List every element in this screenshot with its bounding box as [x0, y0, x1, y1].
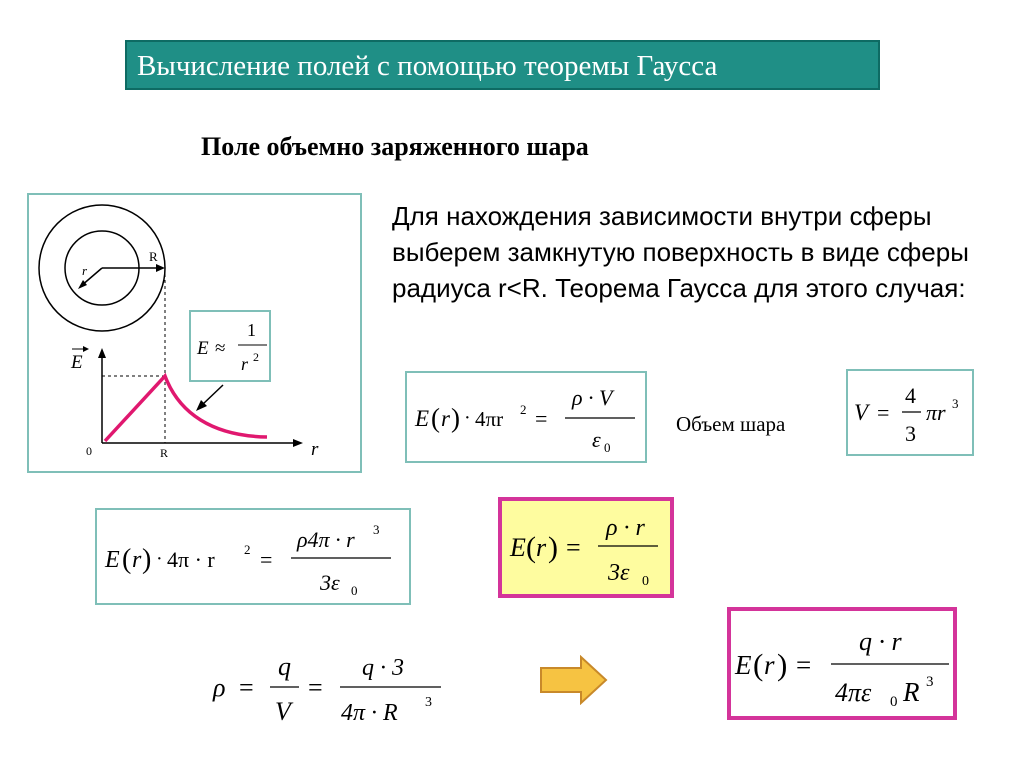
svg-text:0: 0: [642, 574, 649, 589]
svg-text:): ): [451, 403, 460, 433]
svg-text:q · 3: q · 3: [362, 655, 404, 681]
svg-text:r: r: [132, 547, 142, 573]
svg-text:0: 0: [604, 440, 611, 455]
volume-formula: [846, 369, 974, 456]
svg-text:3: 3: [952, 396, 959, 411]
svg-text:=: =: [260, 547, 273, 572]
svg-text:V: V: [854, 400, 869, 425]
svg-text:E: E: [415, 406, 430, 431]
field-diagram: [27, 193, 362, 473]
svg-text:r: r: [441, 406, 450, 431]
slide-title: Вычисление полей с помощью теоремы Гаусса: [137, 50, 718, 82]
svg-text:=: =: [308, 673, 323, 702]
svg-text:q: q: [278, 652, 291, 681]
radius-r-label: r: [82, 263, 88, 278]
volume-label: Объем шара: [676, 412, 786, 436]
radius-R-label: R: [149, 249, 158, 264]
svg-text:3: 3: [373, 522, 380, 537]
axis-R-tick: R: [160, 446, 169, 460]
svg-text:0: 0: [890, 694, 898, 710]
svg-text:r: r: [241, 354, 249, 374]
svg-text:·: ·: [464, 407, 471, 429]
svg-text:E: E: [510, 533, 526, 562]
svg-text:=: =: [535, 406, 548, 431]
svg-text:): ): [548, 531, 558, 564]
svg-text:ρ4π · r: ρ4π · r: [297, 527, 355, 552]
title-bar: [125, 40, 880, 90]
svg-text:4πr: 4πr: [475, 407, 504, 431]
result-final-formula: [727, 607, 957, 720]
density-formula: [205, 640, 450, 735]
svg-text:ρ · V: ρ · V: [572, 385, 613, 410]
svg-text:πr: πr: [926, 400, 946, 425]
gauss-inside-formula: [405, 371, 647, 463]
explanation-paragraph: Для нахождения зависимости внутри сферы выберем замкнутую поверхность в виде сферы радиуса r<R. Теорема Гаусса для этого случая:: [392, 201, 969, 303]
svg-text:ε: ε: [592, 427, 601, 452]
svg-text:2: 2: [520, 402, 527, 417]
svg-text:q · r: q · r: [859, 627, 902, 656]
svg-text:V: V: [275, 697, 291, 726]
svg-text:4: 4: [905, 383, 916, 408]
svg-text:): ): [777, 647, 788, 682]
slide-subtitle: Поле объемно заряженного шара: [201, 132, 589, 161]
result-inside-formula: [498, 497, 674, 598]
svg-text:E: E: [735, 650, 752, 680]
implication-arrow-icon: [539, 655, 609, 705]
svg-text:2: 2: [253, 350, 259, 364]
svg-text:E: E: [105, 547, 120, 573]
svg-text:ρ · r: ρ · r: [606, 515, 645, 541]
svg-text:3: 3: [425, 695, 432, 710]
svg-text:(: (: [753, 647, 764, 682]
svg-text:(: (: [526, 531, 536, 564]
svg-text:): ): [142, 544, 152, 575]
svg-text:(: (: [431, 403, 440, 433]
svg-text:2: 2: [244, 542, 251, 557]
svg-text:3: 3: [926, 674, 934, 690]
svg-text:3ε: 3ε: [608, 560, 630, 586]
svg-text:=: =: [239, 673, 254, 702]
svg-text:E: E: [197, 338, 209, 359]
svg-text:1: 1: [247, 320, 256, 340]
svg-text:3: 3: [905, 421, 916, 446]
svg-text:≈: ≈: [215, 338, 226, 359]
origin-label: 0: [86, 444, 92, 458]
svg-text:=: =: [566, 533, 581, 562]
svg-text:4πε: 4πε: [835, 678, 872, 707]
svg-text:·: ·: [156, 548, 163, 570]
svg-text:R: R: [903, 677, 920, 707]
svg-text:=: =: [796, 650, 812, 680]
svg-text:ρ: ρ: [213, 673, 226, 702]
svg-text:r: r: [536, 533, 547, 562]
svg-text:0: 0: [351, 583, 358, 598]
axis-E-label: E: [71, 352, 83, 373]
svg-text:(: (: [122, 544, 132, 575]
svg-text:=: =: [877, 400, 890, 425]
svg-text:3ε: 3ε: [320, 570, 340, 595]
svg-text:r: r: [764, 650, 775, 680]
svg-text:4π · r: 4π · r: [167, 547, 215, 572]
svg-text:4π · R: 4π · R: [341, 700, 398, 726]
gauss-expanded-formula: [95, 508, 411, 605]
axis-r-label: r: [311, 439, 319, 460]
